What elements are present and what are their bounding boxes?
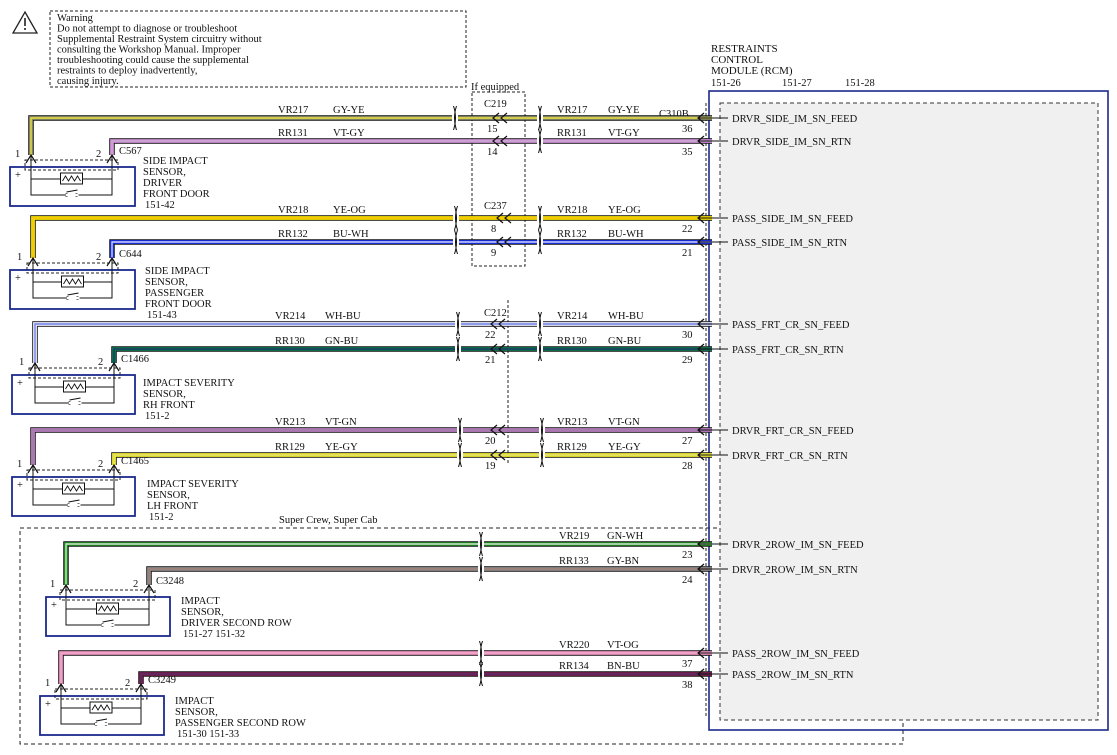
rcm-title-line: CONTROL — [711, 54, 763, 66]
sensor-name-line: LH FRONT — [147, 501, 199, 512]
sensor-name-line: IMPACT SEVERITY — [143, 378, 235, 389]
sensor-name-line: IMPACT SEVERITY — [147, 479, 239, 490]
sensor-name-line: SENSOR, — [143, 389, 186, 400]
sensor-name-line: SIDE IMPACT — [145, 266, 210, 277]
sensor-pin-number: 2 — [96, 149, 102, 160]
wire-circuit-label: RR130 — [557, 336, 587, 347]
rcm-ref: 151-28 — [845, 78, 875, 89]
rcm-signal-label: DRVR_FRT_CR_SN_RTN — [732, 451, 848, 462]
sensor-ref: 151-30 151-33 — [177, 729, 240, 740]
wire-circuit-label: RR132 — [557, 229, 587, 240]
warning-line: causing injury. — [57, 76, 119, 87]
rcm-ref: 151-26 — [711, 78, 741, 89]
wire-circuit-label: VR218 — [278, 205, 309, 216]
wire-circuit-label: RR132 — [278, 229, 308, 240]
if-equipped-label: If equipped — [471, 82, 520, 93]
sensor-name-line: IMPACT — [181, 596, 220, 607]
rcm-ref: 151-27 — [782, 78, 812, 89]
warning-line: Warning — [57, 13, 93, 24]
polarity-mark: + — [15, 170, 21, 181]
rcm-signal-label: DRVR_FRT_CR_SN_FEED — [732, 426, 854, 437]
rcm-signal-label: PASS_SIDE_IM_SN_FEED — [732, 214, 853, 225]
rcm-pin-number: 36 — [682, 124, 693, 135]
wire-circuit-label: VR217 — [557, 105, 588, 116]
sensor-ref: 151-42 — [145, 200, 175, 211]
wire-color-label: VT-GN — [608, 417, 640, 428]
wire-circuit-label: RR129 — [557, 442, 587, 453]
rcm-pin-number: 37 — [682, 659, 693, 670]
sensor-name-line: SENSOR, — [145, 277, 188, 288]
rcm-pin-number: 23 — [682, 550, 693, 561]
sensor-name-line: FRONT DOOR — [143, 189, 210, 200]
rcm-title-line: MODULE (RCM) — [711, 65, 793, 77]
sensor-pin-number: 1 — [15, 149, 21, 160]
sensor-connector-label: C3248 — [156, 576, 185, 587]
sensor-ref: 151-2 — [149, 512, 174, 523]
sensor-pin-number: 2 — [125, 678, 131, 689]
wire-color-label: YE-GY — [608, 442, 641, 453]
wire-color-label: GN-BU — [325, 336, 359, 347]
sensor-name-line: SENSOR, — [181, 607, 224, 618]
sensor-pin-number: 1 — [17, 459, 23, 470]
sensor-pin-number: 1 — [50, 579, 56, 590]
polarity-mark: + — [17, 378, 23, 389]
wire-circuit-label: RR131 — [278, 128, 308, 139]
wire-color-label: VT-GN — [325, 417, 357, 428]
rcm-pin-number: 22 — [682, 224, 693, 235]
sensor-name-line: SENSOR, — [175, 707, 218, 718]
sensor-name-line: PASSENGER SECOND ROW — [175, 718, 306, 729]
sensor-c1465 — [12, 456, 239, 523]
rcm-pin-number: 21 — [682, 248, 693, 259]
sensor-pin-number: 1 — [19, 357, 25, 368]
wire-color-label: WH-BU — [325, 311, 361, 322]
inline-pin-number: 22 — [485, 330, 496, 341]
wire-circuit-label: VR220 — [559, 640, 590, 651]
rcm-connector-label: C310B — [659, 109, 689, 120]
rcm-pin-number: 35 — [682, 147, 693, 158]
warning-line: Do not attempt to diagnose or troubleshoot — [57, 23, 238, 35]
sensor-name-line: PASSENGER — [145, 288, 205, 299]
sensor-pin-number: 2 — [98, 459, 104, 470]
wire-color-label: VT-GY — [608, 128, 640, 139]
sensor-name-line: SIDE IMPACT — [143, 156, 208, 167]
rcm-signal-label: PASS_FRT_CR_SN_RTN — [732, 345, 844, 356]
wire-color-label: YE-GY — [325, 442, 358, 453]
sensor-pin-number: 2 — [96, 252, 102, 263]
sensor-pin-number: 2 — [133, 579, 139, 590]
sensor-name-line: IMPACT — [175, 696, 214, 707]
sensor-name-line: FRONT DOOR — [145, 299, 212, 310]
rcm-module — [709, 91, 1108, 730]
warning-line: Supplemental Restraint System circuitry without — [57, 34, 262, 45]
sensor-name-line: DRIVER SECOND ROW — [181, 618, 292, 629]
wire-circuit-label: VR217 — [278, 105, 309, 116]
sensor-c3248 — [46, 576, 292, 640]
wire-color-label: YE-OG — [333, 205, 366, 216]
polarity-mark: + — [17, 480, 23, 491]
sensor-connector-label: C3249 — [148, 675, 177, 686]
warning-line: restraints to deploy inadvertently, — [57, 65, 198, 77]
polarity-mark: + — [51, 600, 57, 611]
rcm-pin-number: 29 — [682, 355, 693, 366]
polarity-mark: + — [15, 273, 21, 284]
wire-circuit-label: VR218 — [557, 205, 588, 216]
inline-pin-number: 8 — [491, 224, 497, 235]
wire-circuit-label: RR133 — [559, 556, 589, 567]
sensor-connector-label: C1465 — [121, 456, 150, 467]
rcm-signal-label: PASS_SIDE_IM_SN_RTN — [732, 238, 848, 249]
wire-circuit-label: RR130 — [275, 336, 305, 347]
wire-color-label: GY-YE — [608, 105, 640, 116]
inline-pin-number: 9 — [491, 248, 497, 259]
warning-block — [13, 11, 466, 87]
inline-pin-number: 19 — [485, 461, 496, 472]
wire-color-label: VT-GY — [333, 128, 365, 139]
wire-color-label: GY-YE — [333, 105, 365, 116]
inline-pin-number: 21 — [485, 355, 496, 366]
sensor-c567 — [10, 146, 210, 211]
sensor-connector-label: C644 — [119, 249, 142, 260]
sensor-name-line: SENSOR, — [147, 490, 190, 501]
wire-circuit-label: RR129 — [275, 442, 305, 453]
rcm-title-line: RESTRAINTS — [711, 43, 778, 55]
sensor-pin-number: 2 — [98, 357, 104, 368]
rcm-signal-label: PASS_FRT_CR_SN_FEED — [732, 320, 850, 331]
inline-connector-c237: C237 — [484, 201, 507, 212]
polarity-mark: + — [45, 699, 51, 710]
wire-color-label: VT-OG — [607, 640, 639, 651]
inline-connector-c219: C219 — [484, 99, 507, 110]
inline-pin-number: 20 — [485, 436, 496, 447]
rcm-pin-number: 24 — [682, 575, 693, 586]
warning-line: troubleshooting could cause the supplemental — [57, 55, 249, 66]
wire-color-label: WH-BU — [608, 311, 644, 322]
inline-pin-number: 14 — [487, 147, 498, 158]
inline-connector-c212: C212 — [484, 308, 507, 319]
wire-color-label: GY-BN — [607, 556, 640, 567]
rcm-signal-label: PASS_2ROW_IM_SN_RTN — [732, 670, 854, 681]
sensor-connector-label: C1466 — [121, 354, 150, 365]
wire-color-label: GN-BU — [608, 336, 642, 347]
rcm-signal-label: DRVR_2ROW_IM_SN_FEED — [732, 540, 864, 551]
rcm-signal-label: DRVR_2ROW_IM_SN_RTN — [732, 565, 858, 576]
wire-color-label: BN-BU — [607, 661, 640, 672]
rcm-signal-label: DRVR_SIDE_IM_SN_FEED — [732, 114, 858, 125]
sensor-c1466 — [12, 354, 235, 422]
wire-color-label: GN-WH — [607, 531, 644, 542]
rcm-pin-number: 28 — [682, 461, 693, 472]
sensor-connector-label: C567 — [119, 146, 142, 157]
wire-circuit-label: VR213 — [275, 417, 306, 428]
wire-color-label: BU-WH — [333, 229, 369, 240]
sensor-ref: 151-2 — [145, 411, 170, 422]
rcm-pin-number: 27 — [682, 436, 693, 447]
rcm-pin-number: 38 — [682, 680, 693, 691]
sensor-ref: 151-27 151-32 — [183, 629, 246, 640]
wire-circuit-label: RR134 — [559, 661, 589, 672]
sensor-pin-number: 1 — [17, 252, 23, 263]
wire-circuit-label: RR131 — [557, 128, 587, 139]
rcm-pin-number: 30 — [682, 330, 693, 341]
wire-circuit-label: VR214 — [275, 311, 306, 322]
wire-circuit-label: VR213 — [557, 417, 588, 428]
wire-color-label: BU-WH — [608, 229, 644, 240]
sensor-pin-number: 1 — [45, 678, 51, 689]
sensor-name-line: RH FRONT — [143, 400, 195, 411]
wire-circuit-label: VR219 — [559, 531, 590, 542]
zone-label: Super Crew, Super Cab — [279, 515, 378, 526]
rcm-signal-label: DRVR_SIDE_IM_SN_RTN — [732, 137, 852, 148]
wire-color-label: YE-OG — [608, 205, 641, 216]
sensor-c3249 — [40, 675, 306, 740]
sensor-name-line: SENSOR, — [143, 167, 186, 178]
sensor-ref: 151-43 — [147, 310, 177, 321]
inline-pin-number: 15 — [487, 124, 498, 135]
sensor-name-line: DRIVER — [143, 178, 183, 189]
warning-line: consulting the Workshop Manual. Improper — [57, 44, 241, 56]
wire-circuit-label: VR214 — [557, 311, 588, 322]
rcm-signal-label: PASS_2ROW_IM_SN_FEED — [732, 649, 860, 660]
